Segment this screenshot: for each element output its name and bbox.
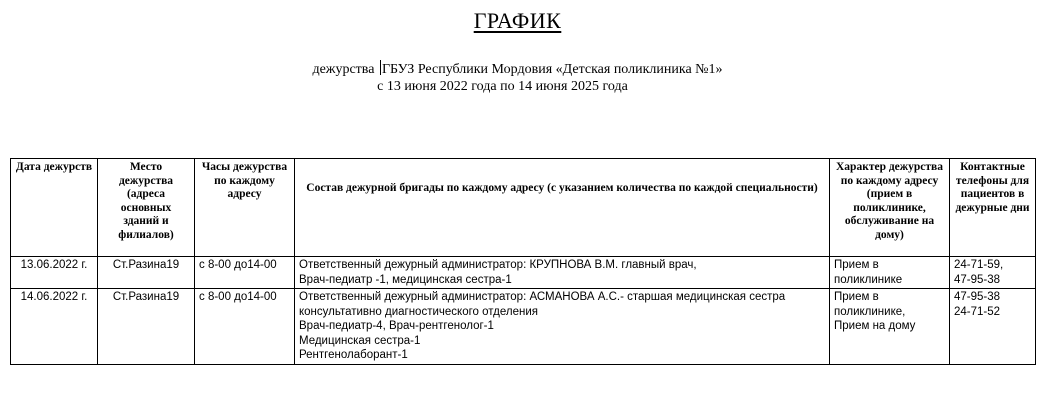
cell-date: 14.06.2022 г. <box>11 289 98 365</box>
text-cursor <box>380 60 381 75</box>
document-title: ГРАФИК <box>473 8 562 33</box>
brigade-line: Врач-педиатр-4, Врач-рентгенолог-1 <box>299 320 494 332</box>
nature-line: поликлинике <box>834 273 903 286</box>
nature-line: Прием в <box>834 259 879 271</box>
brigade-line: Рентгенолаборант-1 <box>299 349 408 361</box>
brigade-line: Медицинская сестра-1 <box>299 334 421 347</box>
duty-schedule-table <box>10 158 1036 365</box>
cell-date: 13.06.2022 г. <box>11 257 98 289</box>
phone-number: 24-71-59, <box>954 259 1004 271</box>
header-nature: Характер дежурства по каждому адресу (прием в поликлинике, обслуживание на дому) <box>830 159 950 257</box>
table-row <box>11 289 1036 365</box>
header-brigade: Состав дежурной бригады по каждому адресу (с указанием количества по каждой специальности) <box>295 159 830 257</box>
brigade-line: Ответственный дежурный администратор: КРУПНОВА В.М. главный врач, <box>299 259 697 271</box>
phone-number: 47-95-38 <box>954 291 1001 303</box>
brigade-line: Врач-педиатр -1, медицинская сестра-1 <box>299 273 512 286</box>
cell-nature <box>830 289 950 365</box>
cell-place: Ст.Разина19 <box>98 289 195 365</box>
subtitle-prefix: дежурства <box>312 62 375 77</box>
cell-brigade <box>295 289 830 365</box>
header-date: Дата дежурств <box>11 159 98 257</box>
header-hours: Часы дежурства по каждому адресу <box>195 159 295 257</box>
nature-line: Прием в поликлинике, <box>834 291 906 318</box>
header-phones: Контактные телефоны для пациентов в дежурные дни <box>950 159 1036 257</box>
cell-place: Ст.Разина19 <box>98 257 195 289</box>
phone-number: 24-71-52 <box>954 305 1001 318</box>
phone-number: 47-95-38 <box>954 273 1001 286</box>
document-subtitle <box>0 60 1035 95</box>
cell-phones <box>950 257 1036 289</box>
brigade-line: Ответственный дежурный администратор: АСМАНОВА А.С.- старшая медицинская сестра консультативно диагностического отделения <box>299 291 786 318</box>
nature-line: Прием на дому <box>834 320 916 332</box>
cell-brigade <box>295 257 830 289</box>
table-header-row <box>11 159 1036 257</box>
subtitle-organization: ГБУЗ Республики Мордовия «Детская поликлиника №1» <box>381 62 723 77</box>
cell-hours: с 8-00 до14-00 <box>195 257 295 289</box>
cell-nature <box>830 257 950 289</box>
header-place: Место дежурства (адреса основных зданий и филиалов) <box>98 159 195 257</box>
cell-hours: с 8-00 до14-00 <box>195 289 295 365</box>
table-row <box>11 257 1036 289</box>
cell-phones <box>950 289 1036 365</box>
subtitle-period: с 13 июня 2022 года по 14 июня 2025 года <box>377 79 628 94</box>
